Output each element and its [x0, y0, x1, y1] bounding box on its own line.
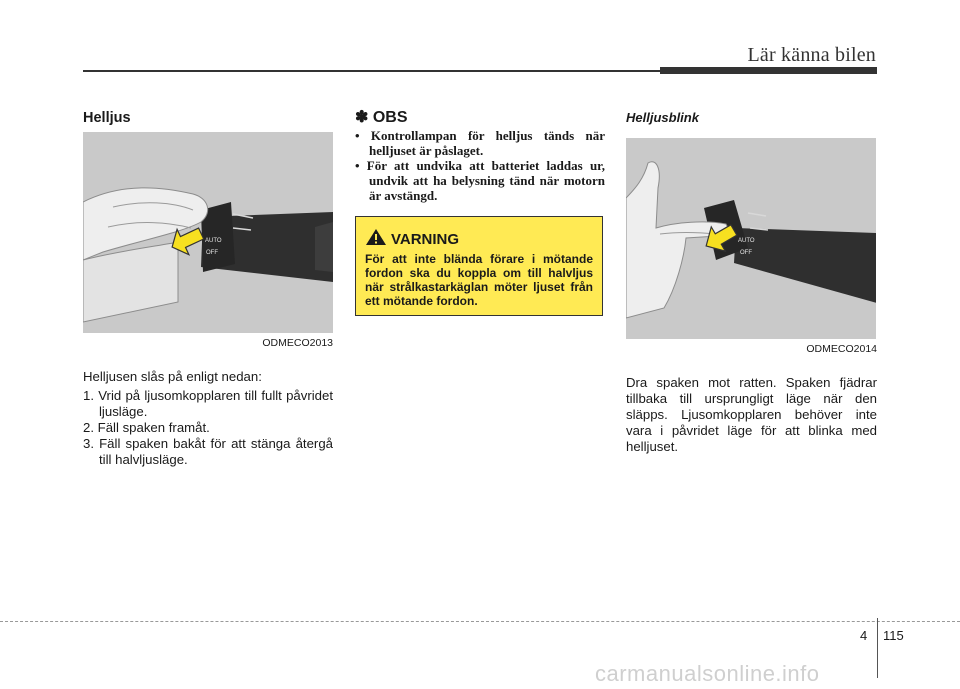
stalk-label-off-2: OFF [740, 250, 752, 256]
intro-text: Helljusen slås på enligt nedan: [83, 369, 262, 384]
warning-title: VARNING [391, 231, 460, 248]
warning-text: För att inte blända förare i mötande fordon ska du koppla om till halvljus när strålkastarkäglan möter ljuset från ett mötande fordon. [365, 252, 593, 308]
figure-code-2: ODMECO2014 [806, 343, 877, 355]
description-text: Dra spaken mot ratten. Spaken fjädrar tillbaka till ursprungligt läge när den släpps. Ljusomkopplaren behöver inte vara i påvridet läge för att blinka med helljuset. [626, 375, 877, 454]
stalk-label-auto: AUTO [205, 238, 222, 244]
footer-rule [0, 621, 960, 622]
chapter-number: 4 [860, 628, 868, 643]
stalk-illustration-1 [83, 132, 333, 333]
header-rule [83, 70, 660, 72]
section-heading-helljus: Helljus [83, 110, 131, 126]
watermark: carmanualsonline.info [595, 661, 820, 686]
column-obs [355, 110, 605, 203]
warning-box [355, 216, 603, 316]
column-helljus [83, 110, 333, 468]
steps-list [83, 388, 333, 468]
list-item: 2. Fäll spaken framåt. [83, 420, 210, 435]
list-item: • För att undvika att batteriet laddas ur, undvik att ha belysning tänd när motorn är avstängd. [355, 158, 605, 203]
obs-title: ✽ OBS [355, 109, 408, 126]
list-item: • Kontrollampan för helljus tänds när helljuset är påslaget. [355, 128, 605, 158]
header-bar [660, 67, 877, 74]
stalk-illustration-2 [626, 138, 876, 339]
stalk-label-off: OFF [206, 250, 218, 256]
figure-stalk-pull [626, 138, 876, 339]
figure-code-1: ODMECO2013 [262, 337, 333, 349]
warning-triangle-icon [365, 228, 387, 246]
list-item: 3. Fäll spaken bakåt för att stänga återgå till halvljusläge. [83, 436, 333, 467]
list-item: 1. Vrid på ljusomkopplaren till fullt påvridet ljusläge. [83, 388, 333, 419]
notes-list [355, 128, 605, 203]
stalk-label-auto-2: AUTO [738, 238, 755, 244]
column-helljusblink [626, 110, 877, 455]
figure-stalk-push [83, 132, 333, 333]
footer-divider [877, 618, 878, 678]
page-number: 115 [883, 628, 904, 643]
running-header-title: Lär känna bilen [747, 44, 876, 66]
subheading-helljusblink: Helljusblink [626, 110, 699, 125]
